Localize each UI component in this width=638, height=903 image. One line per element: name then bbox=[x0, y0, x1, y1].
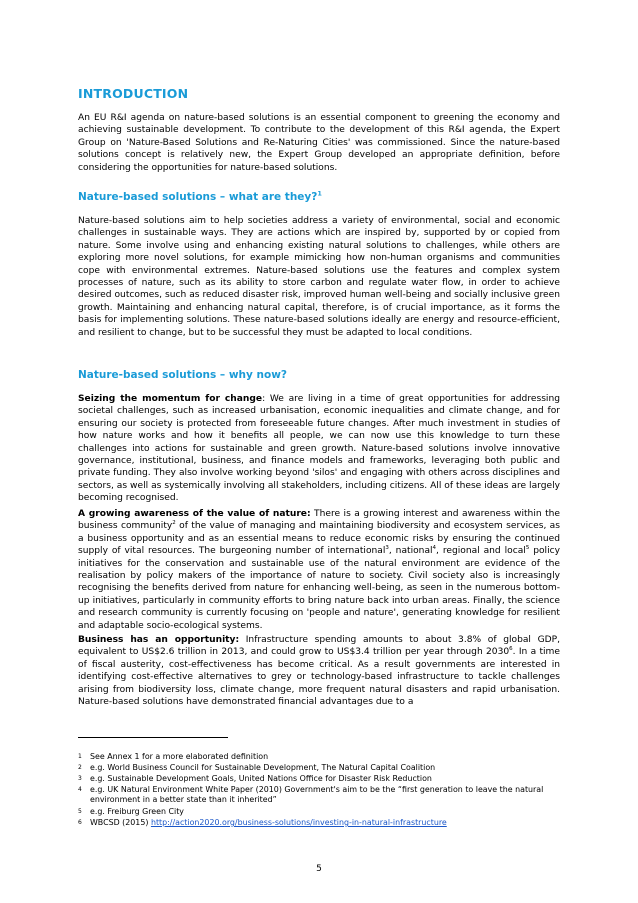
what-are-they-heading-text: Nature-based solutions – what are they? bbox=[78, 191, 318, 203]
footnote-ref-4[interactable]: 4 bbox=[432, 545, 437, 552]
footnote-number: 5 bbox=[78, 808, 82, 815]
awareness-paragraph bbox=[78, 508, 560, 632]
footnote-number: 1 bbox=[78, 753, 82, 760]
business-paragraph bbox=[78, 634, 560, 708]
footnote-text: e.g. UK Natural Environment White Paper (2010) Government's aim to be the “first generation to leave the natural environment in a better state than it inherited” bbox=[90, 785, 544, 805]
business-text-a: Infrastructure spending amounts to about 3.8% of global GDP, equivalent to US$2.6 trillion in 2013, and could grow to US$3.4 trillion per year through 2030 bbox=[78, 635, 560, 658]
what-are-they-heading bbox=[78, 191, 322, 203]
footnote-text bbox=[90, 818, 560, 828]
awareness-text-c: , national bbox=[388, 546, 433, 557]
footnote-number: 2 bbox=[78, 764, 82, 771]
footnote-ref-5[interactable]: 5 bbox=[525, 545, 530, 552]
footnote-text: e.g. Sustainable Development Goals, United Nations Office for Disaster Risk Reduction bbox=[90, 774, 432, 783]
footnote-number: 4 bbox=[78, 786, 82, 793]
awareness-text-e: policy initiatives for the conservation and sustainable use of the natural environment are evidence of the realisation by policy makers of the importance of nature to society. Civil society also is increasingly recognising the benefits derived from nature for enhancing well-being, as seen in the numerous bottom-up initiatives, particularly in community efforts to bring nature back into urban areas. Finally, the science and research community is currently focusing on 'people and nature', generating knowledge for resilient and adaptable socio-ecological systems. bbox=[78, 546, 560, 631]
footnote-number: 6 bbox=[78, 819, 82, 826]
page-number: 5 bbox=[316, 864, 322, 874]
momentum-body: : We are living in a time of great opportunities for addressing societal challenges, such as increased urbanisation, economic inequalities and climate change, and for ensuring our society is protected from foreseeable future changes. After much investment in studies of how nature works and how it benefits all people, we can now use this knowledge to turn these challenges into actions for sustainable and green growth. Nature-based solutions involve innovative governance, institutional, business, and finance models and frameworks, leveraging both public and private funding. They also involve working beyond 'silos' and engaging with others across disciplines and sectors, as well as systemically involving all stakeholders, including citizens. All of these ideas are largely becoming recognised. bbox=[78, 394, 560, 504]
business-text-b: . In a time of fiscal austerity, cost-effectiveness has become critical. As a result governments are interested in identifying cost-effective alternatives to grey or technology-based infrastructure to tackle challenges arising from biodiversity loss, climate change, more frequent natural disasters and rapid urbanisation. Nature-based solutions have demonstrated financial advantages due to a bbox=[78, 647, 560, 708]
momentum-lead: Seizing the momentum for change bbox=[78, 394, 263, 404]
footnote-text: e.g. World Business Council for Sustainable Development, The Natural Capital Coalition bbox=[90, 763, 436, 772]
introduction-heading: INTRODUCTION bbox=[78, 86, 189, 101]
footnote-text: e.g. Freiburg Green City bbox=[90, 807, 184, 816]
footnote-ref-1[interactable]: 1 bbox=[317, 189, 322, 198]
footnote-number: 3 bbox=[78, 775, 82, 782]
footnote-ref-6[interactable]: 6 bbox=[509, 646, 513, 653]
awareness-lead: A growing awareness of the value of nature: bbox=[78, 509, 311, 519]
business-lead: Business has an opportunity: bbox=[78, 635, 240, 645]
footnote-ref-3[interactable]: 3 bbox=[385, 545, 389, 552]
footnote-separator bbox=[78, 737, 228, 738]
what-are-they-paragraph: Nature-based solutions aim to help societies address a variety of environmental, social and economic challenges in sustainable ways. They are actions which are inspired by, supported by or copied from nature. Some involve using and enhancing existing natural solutions to challenges, while others are exploring more novel solutions, for example mimicking how non-human organisms and communities cope with environmental extremes. Nature-based solutions use the features and complex system processes of nature, such as its ability to store carbon and regulate water flow, in order to achieve desired outcomes, such as reduced disaster risk, improved human well-being and socially inclusive green growth. Maintaining and enhancing natural capital, therefore, is of crucial importance, as it forms the basis for implementing solutions. These nature-based solutions ideally are energy and resource-efficient, and resilient to change, but to be successful they must be adapted to local conditions. bbox=[78, 216, 560, 338]
why-now-heading: Nature-based solutions – why now? bbox=[78, 369, 287, 381]
momentum-paragraph bbox=[78, 393, 560, 505]
awareness-text-a: There is a growing interest and awareness within the business community bbox=[78, 509, 560, 532]
awareness-text-b: of the value of managing and maintaining biodiversity and ecosystem services, as a business opportunity and as an essential means to reduce economic risks by ensuring the continued supply of vital resources. The burgeoning number of international bbox=[78, 521, 560, 557]
footnote-6-text: WBCSD (2015) bbox=[90, 818, 151, 827]
wbcsd-link[interactable]: http://action2020.org/business-solutions/investing-in-natural-infrastructure bbox=[150, 818, 447, 827]
introduction-paragraph: An EU R&I agenda on nature-based solutions is an essential component to greening the economy and achieving sustainable development. To contribute to the development of this R&I agenda, the Expert Group on 'Nature-Based Solutions and Re-Naturing Cities' was commissioned. Since the nature-based solutions concept is relatively new, the Expert Group developed an appropriate definition, before considering the opportunities for nature-based solutions. bbox=[78, 113, 560, 173]
footnote-text: See Annex 1 for a more elaborated definition bbox=[90, 752, 269, 761]
footnote-ref-2[interactable]: 2 bbox=[172, 520, 176, 527]
awareness-text-d: , regional and local bbox=[436, 546, 526, 557]
